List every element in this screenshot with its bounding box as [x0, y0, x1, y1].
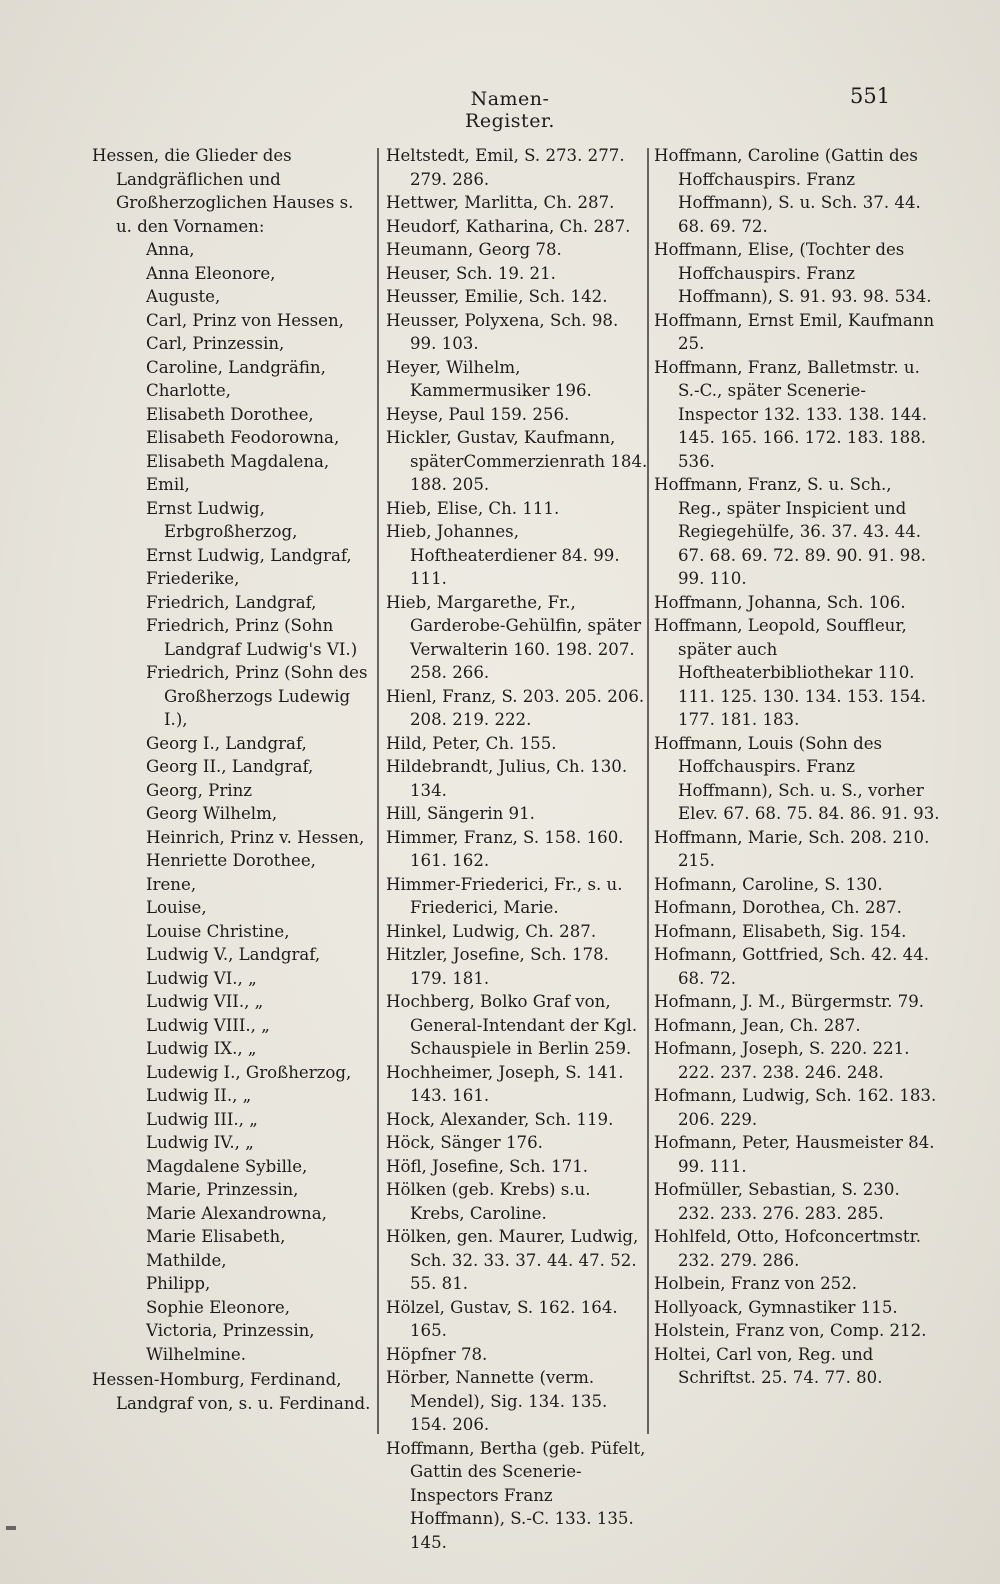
index-entry: Höfl, Josefine, Sch. 171.: [386, 1156, 589, 1176]
index-entry: Hieb, Johannes, Hoftheaterdiener 84. 99. 111.: [386, 522, 620, 588]
index-entry: Hild, Peter, Ch. 155.: [386, 733, 557, 753]
sub-entry: Henriette Dorothee,: [146, 851, 316, 870]
index-entry: Hölken (geb. Krebs) s.u. Krebs, Caroline.: [386, 1180, 591, 1223]
index-entry: Hickler, Gustav, Kaufmann, späterCommerzienrath 184. 188. 205.: [386, 428, 648, 494]
index-column-2: [386, 144, 648, 1554]
sub-entry: Ernst Ludwig, Erbgroßherzog,: [146, 498, 298, 541]
index-column-1: [92, 144, 374, 1415]
sub-entry: Louise,: [146, 898, 207, 917]
index-entry: Hoffmann, Ernst Emil, Kaufmann 25.: [654, 310, 935, 353]
sub-entry: Anna,: [146, 240, 195, 259]
index-entry: Heyer, Wilhelm, Kammermusiker 196.: [386, 357, 592, 400]
index-entry: Himmer-Friederici, Fr., s. u. Friederici, Marie.: [386, 874, 623, 917]
index-entry: Hitzler, Josefine, Sch. 178. 179. 181.: [386, 945, 609, 988]
index-entry: Hoffmann, Marie, Sch. 208. 210. 215.: [654, 827, 930, 870]
index-entry: Hohlfeld, Otto, Hofconcertmstr. 232. 279. 286.: [654, 1227, 921, 1270]
index-entry: Hollyoack, Gymnastiker 115.: [654, 1297, 898, 1317]
index-entry: Hildebrandt, Julius, Ch. 130. 134.: [386, 757, 628, 800]
index-entry: Hieb, Margarethe, Fr., Garderobe-Gehülfin, später Verwalterin 160. 198. 207. 258. 266.: [386, 592, 642, 682]
index-entry: Hettwer, Marlitta, Ch. 287.: [386, 193, 615, 212]
index-entry: Heyse, Paul 159. 256.: [386, 404, 570, 424]
margin-mark: [6, 1526, 16, 1530]
index-entry: Hofmann, Peter, Hausmeister 84. 99. 111.: [654, 1133, 935, 1176]
index-entry: Hoffmann, Louis (Sohn des Hoffchauspirs. Franz Hoffmann), Sch. u. S., vorher Elev. 67. 68. 75. 84. 86. 91. 93.: [654, 733, 940, 823]
page-number: 551: [850, 84, 891, 108]
index-entry: Hinkel, Ludwig, Ch. 287.: [386, 921, 597, 941]
index-column-3: [654, 144, 940, 1390]
sub-entry: Ludwig IV., „: [146, 1133, 254, 1152]
index-entry: Höpfner 78.: [386, 1344, 488, 1364]
index-entry: Hoffmann, Franz, S. u. Sch., Reg., später Inspicient und Regiegehülfe, 36. 37. 43. 44. 67. 68. 69. 72. 89. 90. 91. 98. 99. 110.: [654, 475, 927, 588]
sub-entry: Ludwig IX., „: [146, 1039, 257, 1058]
sub-entry: Marie, Prinzessin,: [146, 1180, 299, 1199]
index-entry: Hofmann, Caroline, S. 130.: [654, 874, 883, 894]
sub-entry: Marie Elisabeth,: [146, 1227, 286, 1246]
sub-entry: Elisabeth Dorothee,: [146, 404, 314, 424]
index-entry-hessen-homburg: Hessen-Homburg, Ferdinand, Landgraf von, s. u. Ferdinand.: [92, 1370, 371, 1413]
sub-entry: Ernst Ludwig, Landgraf,: [146, 545, 352, 565]
index-entry: Hill, Sängerin 91.: [386, 804, 535, 823]
sub-entry: Ludwig II., „: [146, 1086, 252, 1105]
index-entry: Hoffmann, Caroline (Gattin des Hoffchauspirs. Franz Hoffmann), S. u. Sch. 37. 44. 68. 69. 72.: [654, 146, 921, 236]
index-entry: Hofmann, Joseph, S. 220. 221. 222. 237. 238. 246. 248.: [654, 1039, 910, 1082]
sub-entry: Friederike,: [146, 569, 240, 588]
sub-entry: Georg Wilhelm,: [146, 804, 278, 823]
index-entry: Hock, Alexander, Sch. 119.: [386, 1109, 614, 1129]
sub-entry: Carl, Prinzessin,: [146, 334, 285, 353]
sub-entry: Ludwig VIII., „: [146, 1015, 270, 1035]
sub-entry: Ludwig III., „: [146, 1109, 258, 1129]
index-entry: Holstein, Franz von, Comp. 212.: [654, 1321, 927, 1340]
sub-entry: Sophie Eleonore,: [146, 1297, 291, 1317]
index-entry: Höck, Sänger 176.: [386, 1133, 543, 1152]
sub-entry: Georg II., Landgraf,: [146, 757, 314, 776]
sub-entry: Friedrich, Prinz (Sohn des Großherzogs Ludewig I.),: [146, 663, 368, 729]
sub-entry: Irene,: [146, 874, 197, 894]
sub-entry-list: [92, 238, 374, 1366]
sub-entry: Mathilde,: [146, 1250, 227, 1270]
index-entry: Hoffmann, Elise, (Tochter des Hoffchauspirs. Franz Hoffmann), S. 91. 93. 98. 534.: [654, 240, 932, 306]
index-entry: Hörber, Nannette (verm. Mendel), Sig. 134. 135. 154. 206.: [386, 1368, 608, 1434]
sub-entry: Louise Christine,: [146, 921, 290, 941]
index-entry: Heusser, Polyxena, Sch. 98. 99. 103.: [386, 310, 619, 353]
sub-entry: Auguste,: [146, 287, 221, 306]
sub-entry: Charlotte,: [146, 381, 231, 400]
index-entry-hessen: Hessen, die Glieder des Landgräflichen und Großherzoglichen Hauses s. u. den Vornamen:: [92, 146, 354, 236]
page-header: [0, 84, 1000, 132]
sub-entry: Magdalene Sybille,: [146, 1156, 308, 1176]
sub-entry: Ludwig VI., „: [146, 968, 257, 988]
sub-entry: Georg I., Landgraf,: [146, 733, 307, 753]
index-entry: Hoffmann, Johanna, Sch. 106.: [654, 592, 906, 612]
index-entry: Hölzel, Gustav, S. 162. 164. 165.: [386, 1297, 618, 1340]
sub-entry: Ludwig VII., „: [146, 992, 264, 1011]
sub-entry: Elisabeth Magdalena,: [146, 451, 330, 471]
column-divider-left: [377, 148, 379, 1434]
sub-entry: Philipp,: [146, 1274, 211, 1293]
index-entry: Holbein, Franz von 252.: [654, 1274, 858, 1293]
index-entry: Hoffmann, Bertha (geb. Püfelt, Gattin des Scenerie-Inspectors Franz Hoffmann), S.-C. 133. 135. 145.: [386, 1438, 646, 1552]
sub-entry: Ludewig I., Großherzog,: [146, 1062, 352, 1082]
sub-entry: Carl, Prinz von Hessen,: [146, 310, 344, 330]
sub-entry: Friedrich, Landgraf,: [146, 592, 317, 612]
sub-entry: Elisabeth Feodorowna,: [146, 428, 340, 447]
index-entry: Heltstedt, Emil, S. 273. 277. 279. 286.: [386, 146, 625, 189]
index-entry: Hoffmann, Franz, Balletmstr. u. S.-C., später Scenerie-Inspector 132. 133. 138. 144. 145. 165. 166. 172. 183. 188. 536.: [654, 357, 927, 471]
index-entry: Himmer, Franz, S. 158. 160. 161. 162.: [386, 827, 624, 870]
sub-entry: Victoria, Prinzessin,: [146, 1321, 315, 1340]
index-entry: Hofmüller, Sebastian, S. 230. 232. 233. 276. 283. 285.: [654, 1180, 900, 1223]
index-entry: Hölken, gen. Maurer, Ludwig, Sch. 32. 33. 37. 44. 47. 52. 55. 81.: [386, 1227, 639, 1293]
running-title: Namen-Register.: [465, 88, 555, 132]
index-entry: Hochheimer, Joseph, S. 141. 143. 161.: [386, 1062, 624, 1105]
sub-entry: Ludwig V., Landgraf,: [146, 945, 321, 964]
sub-entry: Caroline, Landgräfin,: [146, 357, 326, 377]
index-entry: Heumann, Georg 78.: [386, 240, 562, 259]
index-entry: Hofmann, Jean, Ch. 287.: [654, 1015, 861, 1035]
sub-entry: Wilhelmine.: [146, 1344, 247, 1364]
index-entry: Hochberg, Bolko Graf von, General-Intendant der Kgl. Schauspiele in Berlin 259.: [386, 992, 638, 1058]
sub-entry: Marie Alexandrowna,: [146, 1203, 327, 1223]
index-entry: Hofmann, Elisabeth, Sig. 154.: [654, 921, 907, 941]
index-entry: Heudorf, Katharina, Ch. 287.: [386, 216, 631, 236]
index-entry: Heuser, Sch. 19. 21.: [386, 263, 556, 283]
index-entry: Holtei, Carl von, Reg. und Schriftst. 25. 74. 77. 80.: [654, 1344, 883, 1387]
sub-entry: Emil,: [146, 475, 190, 494]
index-entry: Hienl, Franz, S. 203. 205. 206. 208. 219. 222.: [386, 686, 645, 729]
index-entry: Heusser, Emilie, Sch. 142.: [386, 287, 608, 306]
index-entry: Hieb, Elise, Ch. 111.: [386, 498, 560, 518]
sub-entry: Anna Eleonore,: [146, 263, 276, 283]
sub-entry: Georg, Prinz: [146, 780, 253, 800]
index-entry: Hofmann, Ludwig, Sch. 162. 183. 206. 229.: [654, 1086, 937, 1129]
sub-entry: Friedrich, Prinz (Sohn Landgraf Ludwig's VI.): [146, 616, 358, 659]
index-entry: Hofmann, Gottfried, Sch. 42. 44. 68. 72.: [654, 945, 930, 988]
index-entry: Hofmann, J. M., Bürgermstr. 79.: [654, 992, 925, 1011]
sub-entry: Heinrich, Prinz v. Hessen,: [146, 827, 365, 847]
index-entry: Hoffmann, Leopold, Souffleur, später auch Hoftheaterbibliothekar 110. 111. 125. 130. 134. 153. 154. 177. 181. 183.: [654, 616, 927, 729]
index-entry: Hofmann, Dorothea, Ch. 287.: [654, 898, 902, 917]
